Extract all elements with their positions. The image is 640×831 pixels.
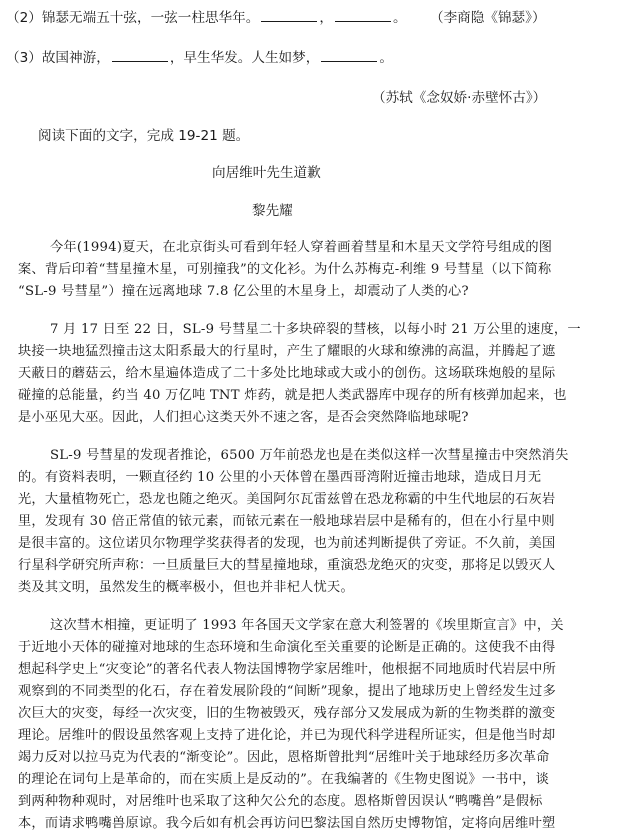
- article-line: 光，大量植物死亡，恐龙也随之绝灭。美国阿尔瓦雷兹曾在恐龙称霸的中生代地层的石灰岩: [18, 492, 556, 507]
- answer-blank[interactable]: [112, 47, 168, 62]
- answer-blank[interactable]: [261, 7, 317, 22]
- article-line: 到两种物种观时，对居维叶也采取了这种欠公允的态度。恩格斯曾因误认“鸭嘴兽”是假标: [18, 794, 543, 809]
- question-2-source: （李商隐《锦瑟》）: [430, 10, 546, 26]
- article-line: 的理论在词句上是革命的，而在实质上是反动的”。在我编著的《生物史图说》一书中，谈: [18, 772, 550, 787]
- article-title: 向居维叶先生道歉: [212, 165, 321, 181]
- article-line: 是小巫见大巫。因此，人们担心这类天外不速之客，是否会突然降临地球呢?: [18, 410, 469, 425]
- question-3-source: （苏轼《念奴娇·赤壁怀古》）: [372, 90, 547, 106]
- answer-blank[interactable]: [335, 7, 391, 22]
- article-line: 今年(1994)夏天，在北京街头可看到年轻人穿着画着彗星和木星天文学符号组成的图: [50, 240, 553, 255]
- article-line: 碰撞的总能量，约当 40 万亿吨 TNT 炸药，就是把人类武器库中现存的所有核弹加起来，也: [18, 388, 567, 403]
- question-2-text-after: 。: [392, 10, 407, 26]
- article-line: 本，而请求鸭嘴兽原谅。我今后如有机会再访问巴黎法国自然历史博物馆，定将向居维叶塑: [18, 816, 556, 831]
- question-2-text-between: ，: [319, 10, 333, 26]
- article-line: 案、背后印着“彗星撞木星，可别撞我”的文化衫。为什么苏梅克-利维 9 号彗星（以下简称: [18, 262, 552, 277]
- article-line: 竭力反对以拉马克为代表的“渐变论”。因此，恩格斯曾批判“居维叶关于地球经历多次革命: [18, 750, 550, 765]
- article-line: 行星科学研究所声称：一旦质量巨大的彗星撞地球，重演恐龙绝灭的灾变，那将足以毁灭人: [18, 558, 556, 573]
- question-3-number: （3）: [6, 50, 42, 66]
- article-line: 想起科学史上“灾变论”的著名代表人物法国博物学家居维叶，他根据不同地质时代岩层中所: [18, 662, 557, 677]
- article-line: 的。有资料表明，一颗直径约 10 公里的小天体曾在墨西哥湾附近撞击地球，造成日月无: [18, 470, 542, 485]
- article-line: 观察到的不同类型的化石，存在着发展阶段的“间断”现象，提出了地球历史上曾经发生过多: [18, 684, 557, 699]
- article-line: 理论。居维叶的假设虽然客观上支持了进化论，并已为现代科学进程所证实，但是他当时却: [18, 728, 556, 743]
- question-2-number: （2）: [6, 10, 42, 26]
- question-3-text-between: ，早生华发。人生如梦，: [169, 50, 320, 66]
- article-line: 于近地小天体的碰撞对地球的生态环境和生命演化至关重要的论断是正确的。这使我不由得: [18, 640, 556, 655]
- question-2: [6, 6, 407, 26]
- question-3-text-before: 故国神游，: [41, 50, 110, 66]
- question-3: [6, 46, 393, 66]
- article-line: 7 月 17 日至 22 日，SL-9 号彗星二十多块碎裂的彗核，以每小时 21 万公里的速度，一: [50, 322, 581, 337]
- reading-instruction: 阅读下面的文字，完成 19-21 题。: [38, 128, 250, 144]
- article-line: 类及其文明，虽然发生的概率极小，但也并非杞人忧天。: [18, 580, 354, 595]
- answer-blank[interactable]: [321, 47, 377, 62]
- article-line: “SL-9 号彗星”）撞在远离地球 7.8 亿公里的木星身上，却震动了人类的心?: [18, 284, 469, 299]
- article-line: 这次彗木相撞，更证明了 1993 年各国天文学家在意大利签署的《埃里斯宣言》中，关: [50, 618, 564, 633]
- question-2-text-before: 锦瑟无端五十弦，一弦一柱思华年。: [41, 10, 260, 26]
- question-3-text-after: 。: [379, 50, 393, 66]
- article-line: 里，发现有 30 倍正常值的铱元素，而铱元素在一般地球岩层中是稀有的，但在小行星中则: [18, 514, 555, 529]
- article-line: SL-9 号彗星的发现者推论，6500 万年前恐龙也是在类似这样一次彗星撞击中突然消失: [50, 448, 569, 463]
- article-line: 块接一块地猛烈撞击这太阳系最大的行星时，产生了耀眼的火球和缭沸的高温，并腾起了遮: [18, 344, 556, 359]
- article-line: 天蔽日的蘑菇云，给木星遍体造成了二十多处比地球或大或小的创伤。这场联珠炮般的星际: [18, 366, 556, 381]
- article-line: 次巨大的灾变，每经一次灾变，旧的生物被毁灭，残存部分又发展成为新的生物类群的激变: [18, 706, 556, 721]
- article-author: 黎先耀: [252, 203, 293, 219]
- article-line: 是很丰富的。这位诺贝尔物理学奖获得者的发现，也为前述判断提供了旁证。不久前，美国: [18, 536, 556, 551]
